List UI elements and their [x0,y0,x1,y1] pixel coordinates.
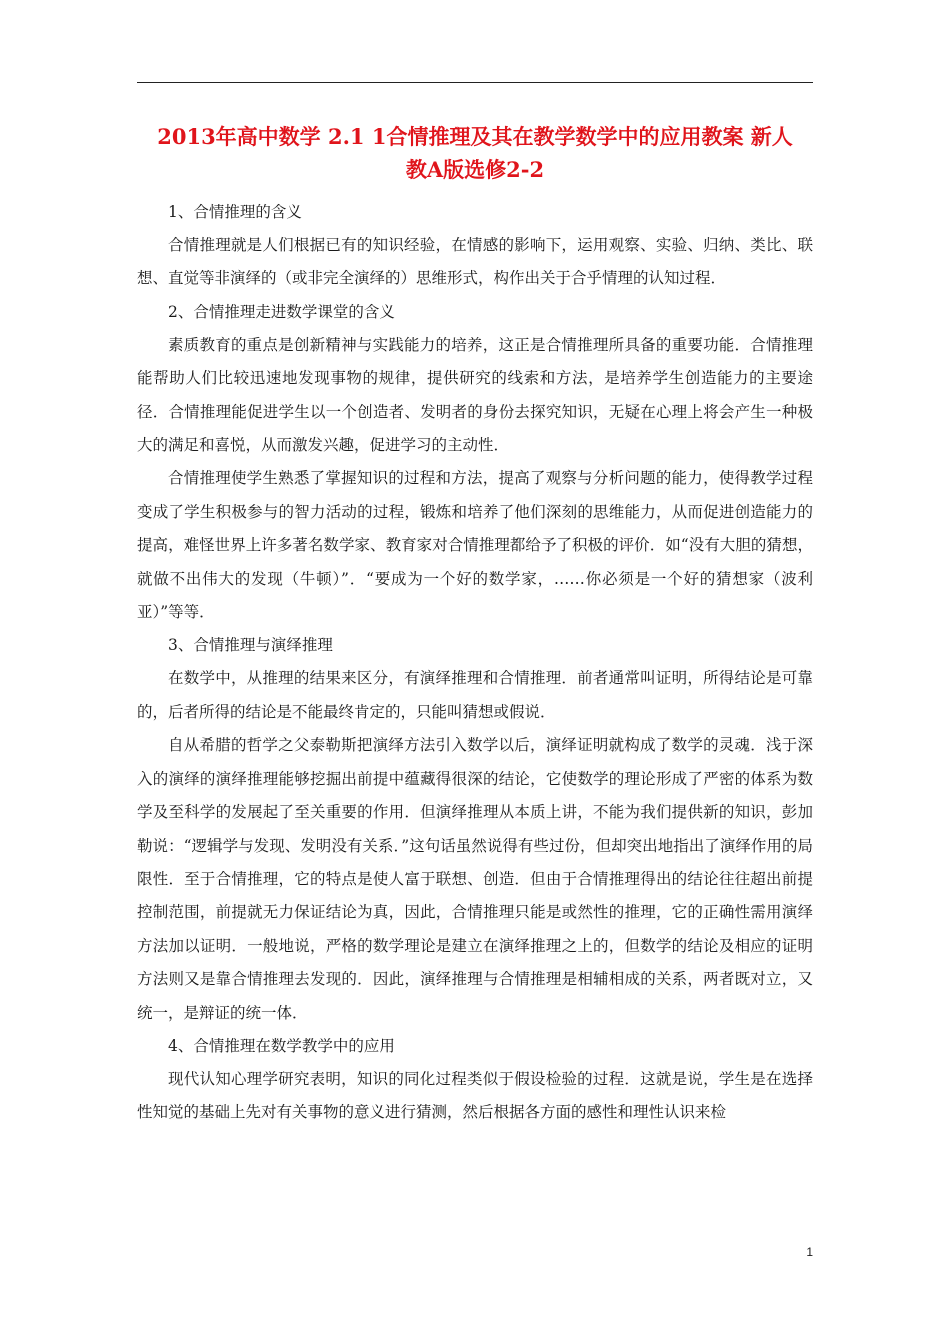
section-3-heading: 3、合情推理与演绎推理 [168,636,333,655]
section-2-paragraph-2: 合情推理使学生熟悉了掌握知识的过程和方法，提高了观察与分析问题的能力，使得教学过程变成了学生积极参与的智力活动的过程，锻炼和培养了他们深刻的思维能力，从而促进创造能力的提高，难怪世界上许多著名数学家、教育家对合情推理都给予了积极的评价．如“没有大胆的猜想，就做不出伟大的发现（牛顿）”．“要成为一个好的数学家，……你必须是一个好的猜想家（波利亚）”等等． [137,469,813,622]
section-4-heading: 4、合情推理在数学教学中的应用 [168,1036,395,1055]
page-number: 1 [806,1245,813,1259]
section-1-heading: 1、合情推理的含义 [168,203,302,221]
section-3-paragraph-1: 在数学中，从推理的结果来区分，有演绎推理和合情推理．前者通常叫证明，所得结论是可靠的，后者所得的结论是不能最终肯定的，只能叫猜想或假说． [137,669,813,721]
section-4-paragraph-1: 现代认知心理学研究表明，知识的同化过程类似于假设检验的过程．这就是说，学生是在选择性知觉的基础上先对有关事物的意义进行猜测，然后根据各方面的感性和理性认识来检 [137,1069,813,1122]
title-line-1: 2013年高中数学 2.1 1合情推理及其在教学数学中的应用教案 新人 [157,124,793,149]
section-2-heading: 2、合情推理走进数学课堂的含义 [168,302,395,321]
section-3-paragraph-2: 自从希腊的哲学之父泰勒斯把演绎方法引入数学以后，演绎证明就构成了数学的灵魂．浅于深入的演绎的演绎推理能够挖掘出前提中蕴藏得很深的结论，它使数学的理论形成了严密的体系为数学及至科学的发展起了至关重要的作用．但演绎推理从本质上讲，不能为我们提供新的知识，彭加勒说：“逻辑学与发现、发明没有关系．”这句话虽然说得有些过份，但却突出地指出了演绎作用的局限性．至于合情推理，它的特点是使人富于联想、创造．但由于合情推理得出的结论往往超出前提控制范围，前提就无力保证结论为真，因此，合情推理只能是或然性的推理，它的正确性需用演绎方法加以证明．一般地说，严格的数学理论是建立在演绎推理之上的，但数学的结论及相应的证明方法则又是靠合情推理去发现的．因此，演绎推理与合情推理是相辅相成的关系，两者既对立，又统一，是辩证的统一体． [137,736,813,1022]
section-2-paragraph-1: 素质教育的重点是创新精神与实践能力的培养，这正是合情推理所具备的重要功能．合情推理能帮助人们比较迅速地发现事物的规律，提供研究的线索和方法，是培养学生创造能力的主要途径．合情推理能促进学生以一个创造者、发明者的身份去探究知识，无疑在心理上将会产生一种极大的满足和喜悦，从而激发兴趣，促进学习的主动性． [137,335,813,455]
document-body [137,196,813,1130]
title-line-2: 教A版选修2-2 [405,157,545,182]
section-1-paragraph-1: 合情推理就是人们根据已有的知识经验，在情感的影响下，运用观察、实验、归纳、类比、联想、直觉等非演绎的（或非完全演绎的）思维形式，构作出关于合乎情理的认知过程． [137,236,813,288]
document-title [137,120,813,186]
header-rule [137,82,813,83]
